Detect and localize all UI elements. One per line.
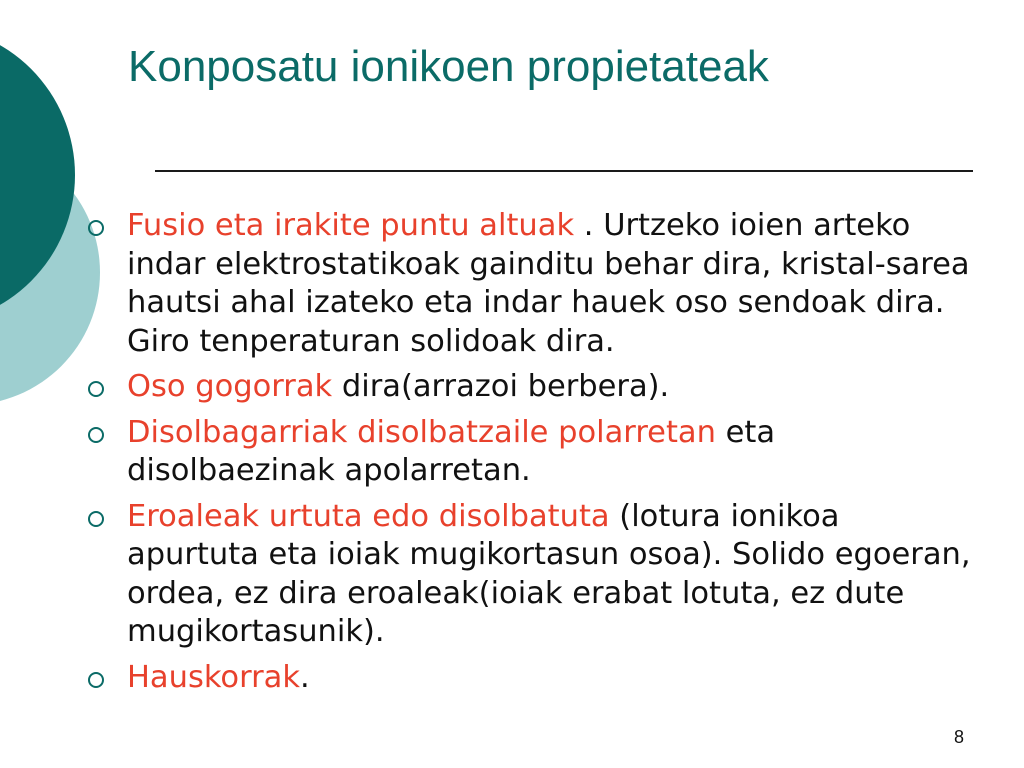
bullet-text: . Urtzeko ioien arteko indar elektrostatikoak gainditu behar dira, kristal-sarea hautsi ahal izateko eta indar hauek oso sendoak dira. Giro tenperaturan solidoak dira. xyxy=(127,208,970,359)
bullet-highlight: Hauskorrak xyxy=(127,659,300,695)
hollow-circle-icon xyxy=(88,427,104,443)
bullet-highlight: Oso gogorrak xyxy=(127,369,333,404)
bullet-item xyxy=(88,659,978,698)
hollow-circle-icon xyxy=(88,511,104,527)
bullet-text: dira(arrazoi berbera). xyxy=(332,369,670,404)
page-number: 8 xyxy=(953,727,964,747)
bullet-text: . xyxy=(299,659,310,695)
bullet-item xyxy=(88,368,978,407)
bullet-highlight: Fusio eta irakite puntu altuak xyxy=(127,208,575,243)
bullet-list xyxy=(88,207,978,704)
bullet-item xyxy=(88,414,978,491)
hollow-circle-icon xyxy=(88,220,104,236)
bullet-item xyxy=(88,498,978,652)
bullet-highlight: Disolbagarriak disolbatzaile polarretan xyxy=(127,414,716,450)
slide-title: Konposatu ionikoen propietateak xyxy=(128,42,769,91)
title-divider xyxy=(155,170,973,172)
bullet-text: eta disolbaezinak apolarretan. xyxy=(127,414,776,488)
bullet-item xyxy=(88,207,978,361)
bullet-text: (lotura ionikoa apurtuta eta ioiak mugikortasun osoa). Solido egoeran, ordea, ez dira eroaleak(ioiak erabat lotuta, ez dute mugikortasunik). xyxy=(127,498,971,649)
bullet-highlight: Eroaleak urtuta edo disolbatuta xyxy=(127,498,610,534)
hollow-circle-icon xyxy=(88,381,104,397)
hollow-circle-icon xyxy=(88,672,104,688)
